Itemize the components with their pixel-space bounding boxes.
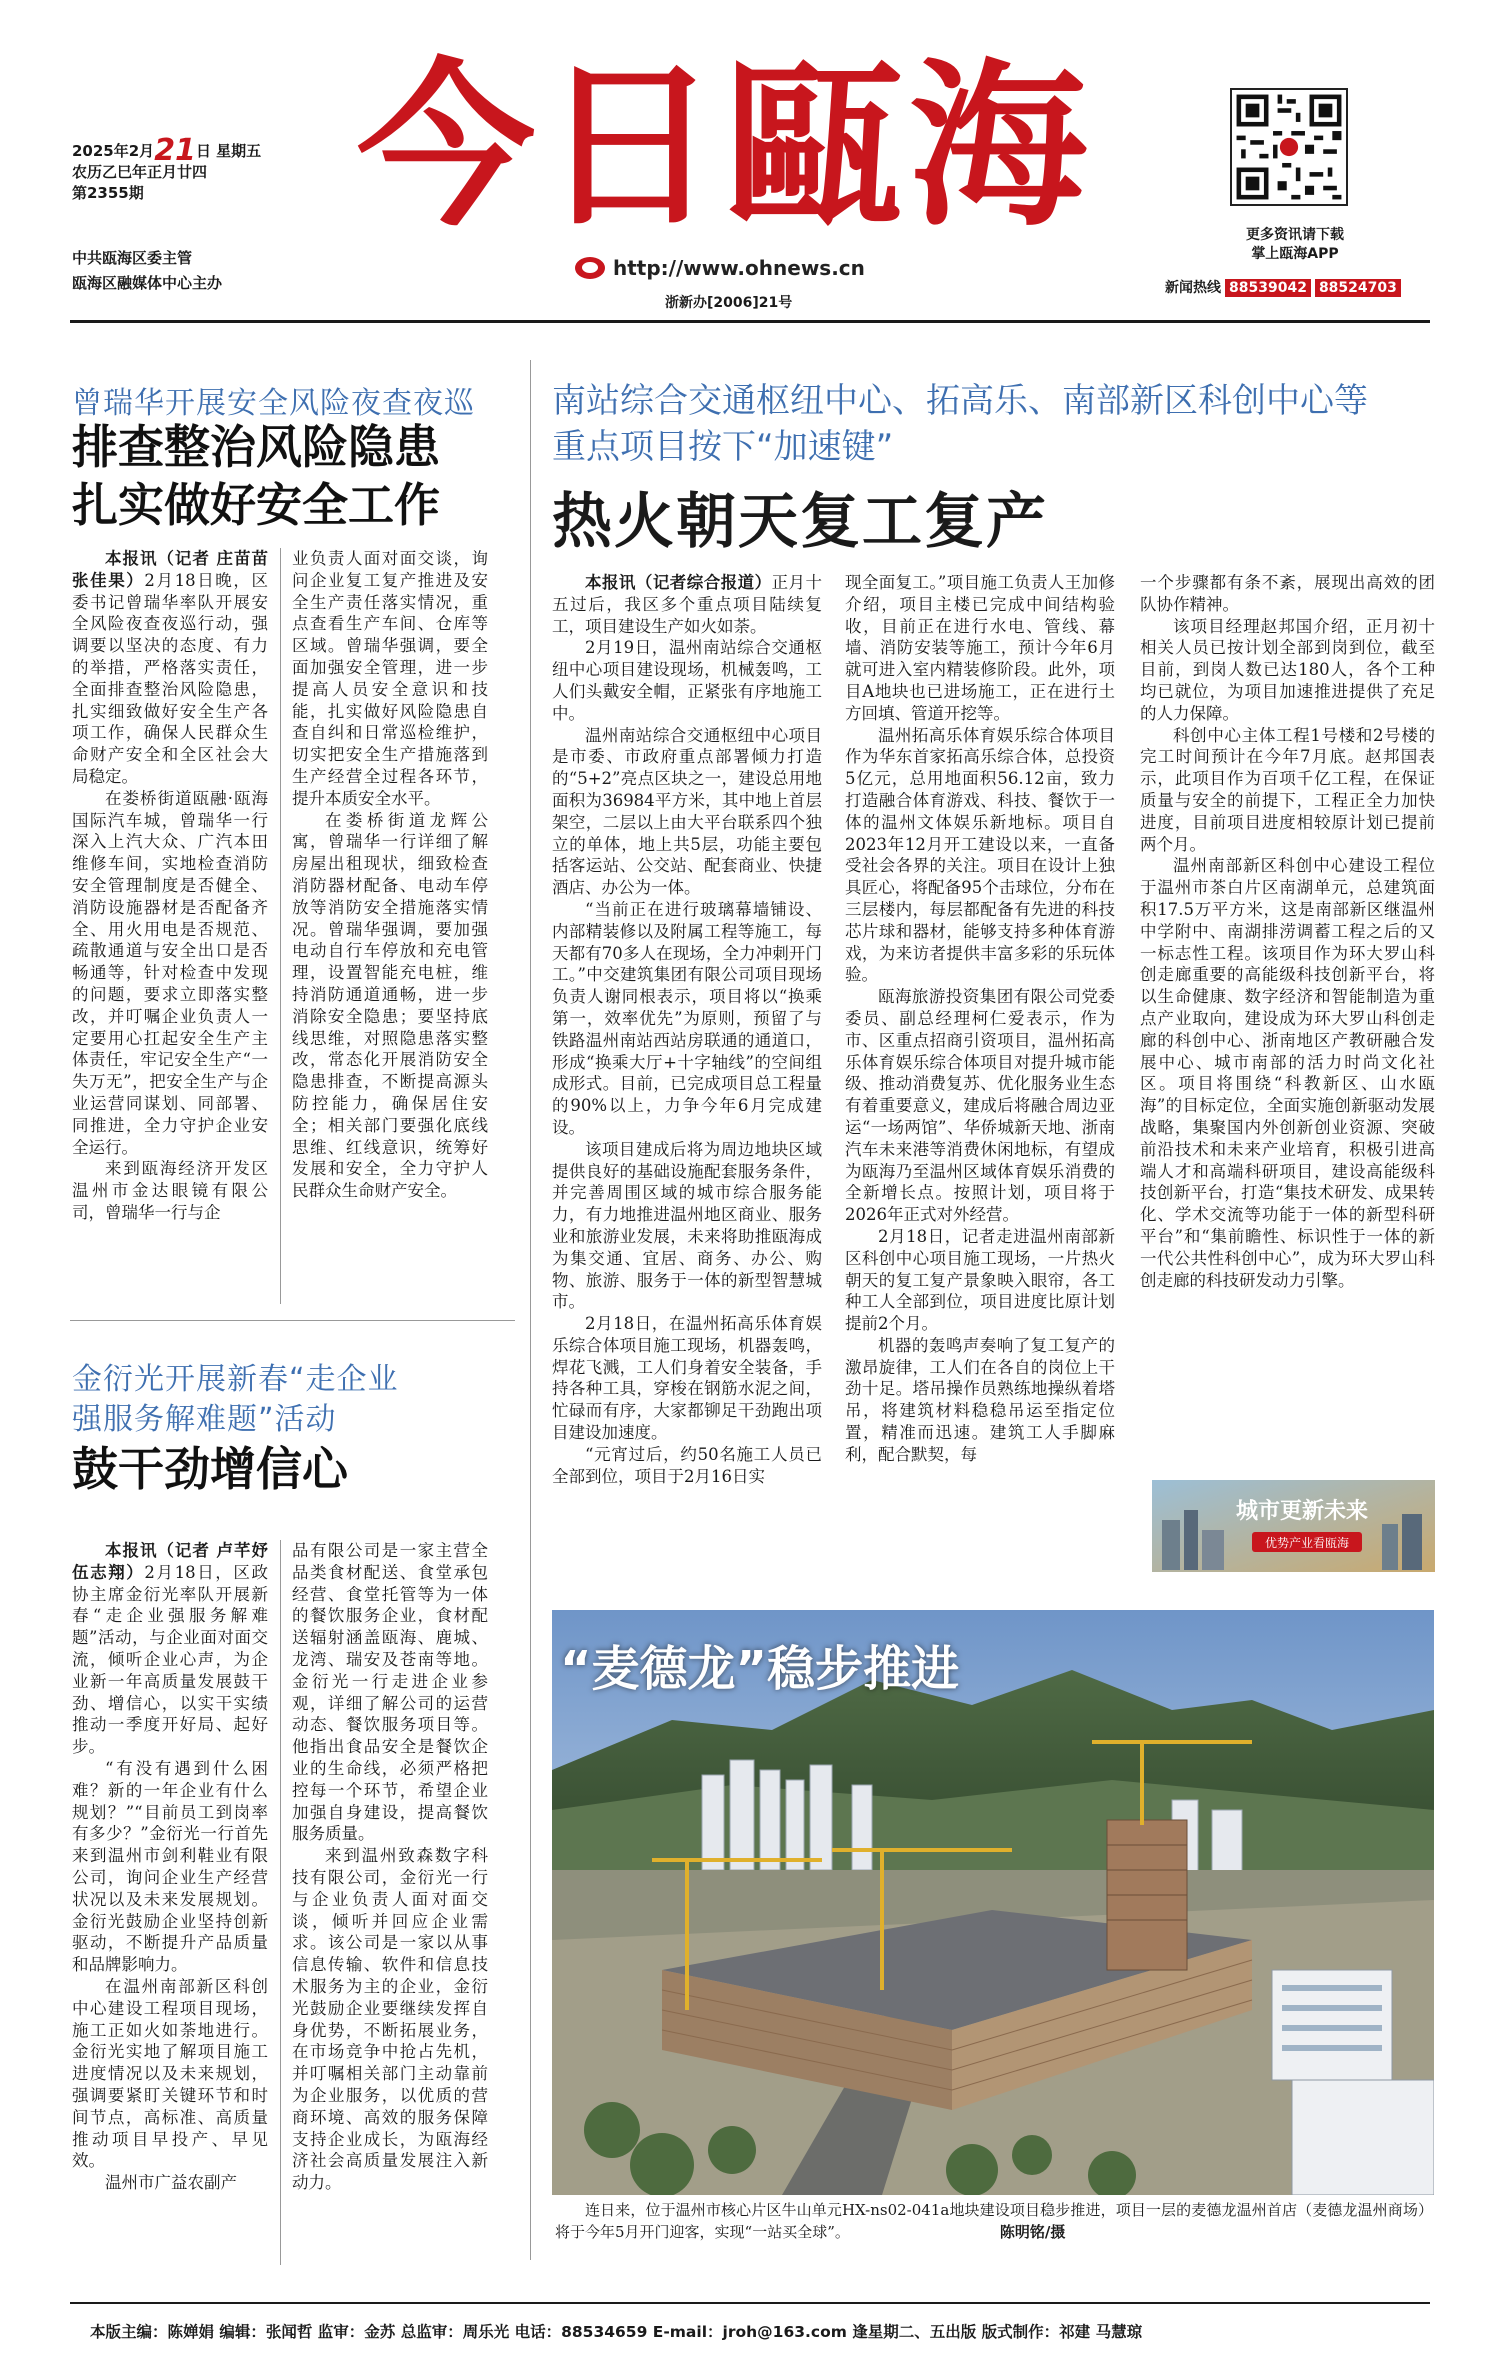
svg-text:城市更新未来: 城市更新未来 [1235,1499,1369,1524]
photo-credit: 陈明铭/摄 [999,2223,1066,2241]
lunar-date: 农历乙巳年正月廿四 [72,163,208,181]
article2-headline: 鼓干劲增信心 [72,1442,348,1496]
article2-column-2: 品有限公司是一家主营全品类食材配送、食堂承包经营、食堂托管等为一体的餐饮服务企业，食材配送辐射涵盖瓯海、鹿城、龙湾、瑞安及苍南等地。金衍光一行走进企业参观，详细了解公司的运营动态、餐饮服务项目等。他指出食品安全是餐饮企业的生命线，必须严格把控每一个环节，希望企业加强自身建设，提高餐饮服务质量。 来到温州致森数字科技有限公司，金衍光一行与企业负责人面对面交谈，倾听并回应企业需求。该公司是一家以从事信息传输、软件和信息技术服务为主的企业，金衍光鼓励企业要继续发挥自身优势，不断拓展业务，在市场竞争中抢占先机，并叮嘱相关部门主动靠前为企业服务，以优质的营商环境、高效的服务保障支持企业成长，为瓯海经济社会高质量发展注入新动力。 [292,1541,488,2193]
qr-code [1230,88,1348,206]
issue-date-block: 2025年2月21日 星期五 农历乙巳年正月廿四 第2355期 [72,133,262,202]
news-hotline: 新闻热线 88539042 88524703 [1165,277,1401,297]
publisher-info: 中共瓯海区委主管 瓯海区融媒体中心主办 [72,249,223,292]
column-divider [280,1540,281,2265]
rail-rule [70,1320,515,1321]
main-column-3: 一个步骤都有条不紊，展现出高效的团队协作精神。 该项目经理赵邦国介绍，正月初十相关人员已按计划全部到岗到位，截至目前，到岗人数已达180人，各个工种均已就位，为项目加速推进提供了充足的人力保障。 科创中心主体工程1号楼和2号楼的完工时间预计在今年7月底。赵邦国表示，此项目作为百项千亿工程，在保证质量与安全的前提下，工程正全力加快进度，目前项目进度相较原计划已提前两个月。 温州南部新区科创中心建设工程位于温州市茶白片区南湖单元，总建筑面积17.5万平方米，这是南部新区继温州中学附中、南湖排涝调蓄工程之后的又一标志性工程。该项目作为环大罗山科创走廊重要的高能级科技创新平台，将以生命健康、数字经济和智能制造为重点产业取向，建设成为环大罗山科创走廊的科创中心、浙南地区产教研融合发展中心、城市南部的活力时尚文化社区。项目将围绕“科教新区、山水瓯海”的目标定位，全面实施创新驱动发展战略，集聚国内外创新创业资源、突破前沿技术和未来产业培育，积极引进高端人才和高端科研项目，建设高能级科技创新平台，打造“集技术研发、成果转化、学术交流等功能于一体的新型科研平台”和“集前瞻性、标识性于一体的新一代公共性科创中心”，成为环大罗山科创走廊的科技研发动力引擎。 [1140,573,1435,1290]
article1-column-1: 本报讯（记者 庄苗苗 张佳果）2月18日晚，区委书记曾瑞华率队开展安全风险夜查夜巡行动，强调要以坚决的态度、有力的举措，严格落实责任，全面排查整治风险隐患，扎实细致做好安全生产各项工作，确保人民群众生命财产安全和全区社会大局稳定。 在娄桥街道瓯融·瓯海国际汽车城，曾瑞华一行深入上汽大众、广汽本田维修车间，实地检查消防安全管理制度是否健全、消防设施器材是否配备齐全、用火用电是否规范、疏散通道与安全出口是否畅通等，针对检查中发现的问题，要求立即落实整改，并叮嘱企业负责人一定要用心扛起安全生产主体责任，牢记安全生产“一失万无”，把安全生产与企业运营同谋划、同部署、同推进，全力守护企业安全运行。 来到瓯海经济开发区温州市金达眼镜有限公司，曾瑞华一行与企 [72,549,268,1222]
article1-kicker: 曾瑞华开展安全风险夜查夜巡 [72,386,475,421]
article1-headline: 排查整治风险隐患 扎实做好安全工作 [72,420,440,532]
article2-kicker: 金衍光开展新春“走企业 强服务解难题”活动 [72,1362,399,1437]
city-renewal-badge [1152,1480,1435,1572]
svg-text:优势产业看瓯海: 优势产业看瓯海 [1264,1536,1350,1550]
issue-number: 第2355期 [72,184,144,202]
newspaper-logo [330,50,1120,230]
main-headline: 热火朝天复工复产 [552,487,1048,557]
masthead-rule [70,320,1430,323]
article1-column-2: 业负责人面对面交谈，询问企业复工复产推进及安全生产责任落实情况，重点查看生产车间、仓库等区域。曾瑞华强调，要全面加强安全管理，进一步提高人员安全意识和技能，扎实做好风险隐患自查自纠和日常巡检维护，切实把安全生产措施落到生产经营全过程各环节，提升本质安全水平。 在娄桥街道龙辉公寓，曾瑞华一行详细了解房屋出租现状，细致检查消防器材配备、电动车停放等消防安全措施落实情况。曾瑞华强调，要加强电动自行车停放和充电管理，设置智能充电桩，维持消防通道通畅，进一步消除安全隐患；要坚持底线思维，对照隐患落实整改，常态化开展消防安全隐患排查，不断提高源头防控能力，确保居住安全；相关部门要强化底线思维、红线意识，统筹好发展和安全，全力守护人民群众生命财产安全。 [292,549,488,1201]
photo-title: “麦德龙”稳步推进 [560,1641,960,1697]
rail-divider [530,360,531,2260]
footer-rule [70,2302,1430,2304]
main-column-2: 现全面复工。”项目施工负责人王加修介绍，项目主楼已完成中间结构验收，目前正在进行水电、管线、幕墙、消防安装等施工，预计今年6月就可进入室内精装修阶段。此外，项目A地块也已进场施工，正在进行土方回填、管道开挖等。 温州拓高乐体育娱乐综合体项目作为华东首家拓高乐综合体，总投资5亿元，总用地面积56.12亩，致力打造融合体育游戏、科技、餐饮于一体的温州文体娱乐新地标。项目自2023年12月开工建设以来，一直备受社会各界的关注。项目在设计上独具匠心，将配备95个击球位，分布在三层楼内，每层都配备有先进的科技芯片球和器材，能够支持多种体育游戏，为来访者提供丰富多彩的乐玩体验。 瓯海旅游投资集团有限公司党委委员、副总经理柯仁爱表示，作为市、区重点招商引资项目，温州拓高乐体育娱乐综合体项目对提升城市能级、推动消费复苏、优化服务业生态有着重要意义，建成后将融合周边亚运“一场两馆”、华侨城新天地、浙南汽车未来港等消费休闲地标，有望成为瓯海乃至温州区域体育娱乐消费的全新增长点。按照计划，项目将于2026年正式对外经营。 2月18日，记者走进温州南部新区科创中心项目施工现场，一片热火朝天的复工复产景象映入眼帘，各工种工人全部到位，项目进度比原计划提前2个月。 机器的轰鸣声奏响了复工复产的激昂旋律，工人们在各自的岗位上干劲十足。塔吊操作员熟练地操纵着塔吊，将建筑材料稳稳吊运至指定位置，精准而迅速。建筑工人手脚麻利，配合默契，每 [845,573,1115,1464]
article2-column-1: 本报讯（记者 卢芊妤 伍志翔）2月18日，区政协主席金衍光率队开展新春“走企业强服务解难题”活动，与企业面对面交流，倾听企业心声，为企业新一年高质量发展鼓干劲、增信心，以实干实绩推动一季度开好局、起好步。 “有没有遇到什么困难？新的一年企业有什么规划？”“目前员工到岗率有多少？”金衍光一行首先来到温州市剑利鞋业有限公司，询问企业生产经营状况以及未来发展规划。金衍光鼓励企业坚持创新驱动，不断提升产品质量和品牌影响力。 在温州南部新区科创中心建设工程项目现场，施工正如火如荼地进行。金衍光实地了解项目施工进度情况以及未来规划，强调要紧盯关键环节和时间节点，高标准、高质量推动项目早投产、早见效。 温州市广益农副产 [72,1541,268,2193]
app-download-caption: 更多资讯请下载 掌上瓯海APP [1246,227,1344,262]
column-divider [280,548,281,1304]
photo-caption: 连日来，位于温州市核心片区牛山单元HX-ns02-041a地块建设项目稳步推进，项目一层的麦德龙温州首店（麦德龙温州商场）将于今年5月开门迎客，实现“一站买全球”。 陈明铭/摄 [555,2201,1433,2241]
issue-day: 21 [154,133,196,168]
main-column-1: 本报讯（记者综合报道）正月十五过后，我区多个重点项目陆续复工，项目建设生产如火如荼。 2月19日，温州南站综合交通枢纽中心项目建设现场，机械轰鸣，工人们头戴安全帽，正紧张有序地施工中。 温州南站综合交通枢纽中心项目是市委、市政府重点部署倾力打造的“5+2”亮点区块之一，建设总用地面积为36984平方米，其中地上首层架空，二层以上由大平台联系四个独立的单体，地上共5层，功能主要包括客运站、公交站、配套商业、快捷酒店、办公为一体。 “当前正在进行玻璃幕墙铺设、内部精装修以及附属工程等施工，每天都有70多人在现场，全力冲刺开门工。”中交建筑集团有限公司项目现场负责人谢同根表示，项目将以“换乘第一，效率优先”为原则，预留了与铁路温州南站西站房联通的通道口，形成“换乘大厅+十字轴线”的空间组成形式。目前，已完成项目总工程量的90%以上，力争今年6月完成建设。 该项目建成后将为周边地块区域提供良好的基础设施配套服务条件，并完善周围区域的城市综合服务能力，有力地推进温州地区商业、服务业和旅游业发展，未来将助推瓯海成为集交通、宜居、商务、办公、购物、旅游、服务于一体的新型智慧城市。 2月18日，在温州拓高乐体育娱乐综合体项目施工现场，机器轰鸣，焊花飞溅，工人们身着安全装备，手持各种工具，穿梭在钢筋水泥之间，忙碌而有序，大家都铆足干劲跑出项目建设加速度。 “元宵过后，约50名施工人员已全部到位，项目于2月16日实 [552,573,823,1486]
editorial-footer: 本版主编：陈婵娟 编辑：张闻哲 监审：金苏 总监审：周乐光 电话：88534659 E-mail：jroh@163.com 逢星期二、五出版 版式制作：祁建 马慧琼 [90,2323,1143,2341]
main-kicker: 南站综合交通枢纽中心、拓高乐、南部新区科创中心等 重点项目按下“加速键” [552,381,1368,467]
svg-text:今日甌海: 今日甌海 [357,50,1093,230]
website-link[interactable]: http://www.ohnews.cn [575,256,865,280]
globe-icon [575,257,605,279]
license-number: 浙新办[2006]21号 [665,295,793,311]
